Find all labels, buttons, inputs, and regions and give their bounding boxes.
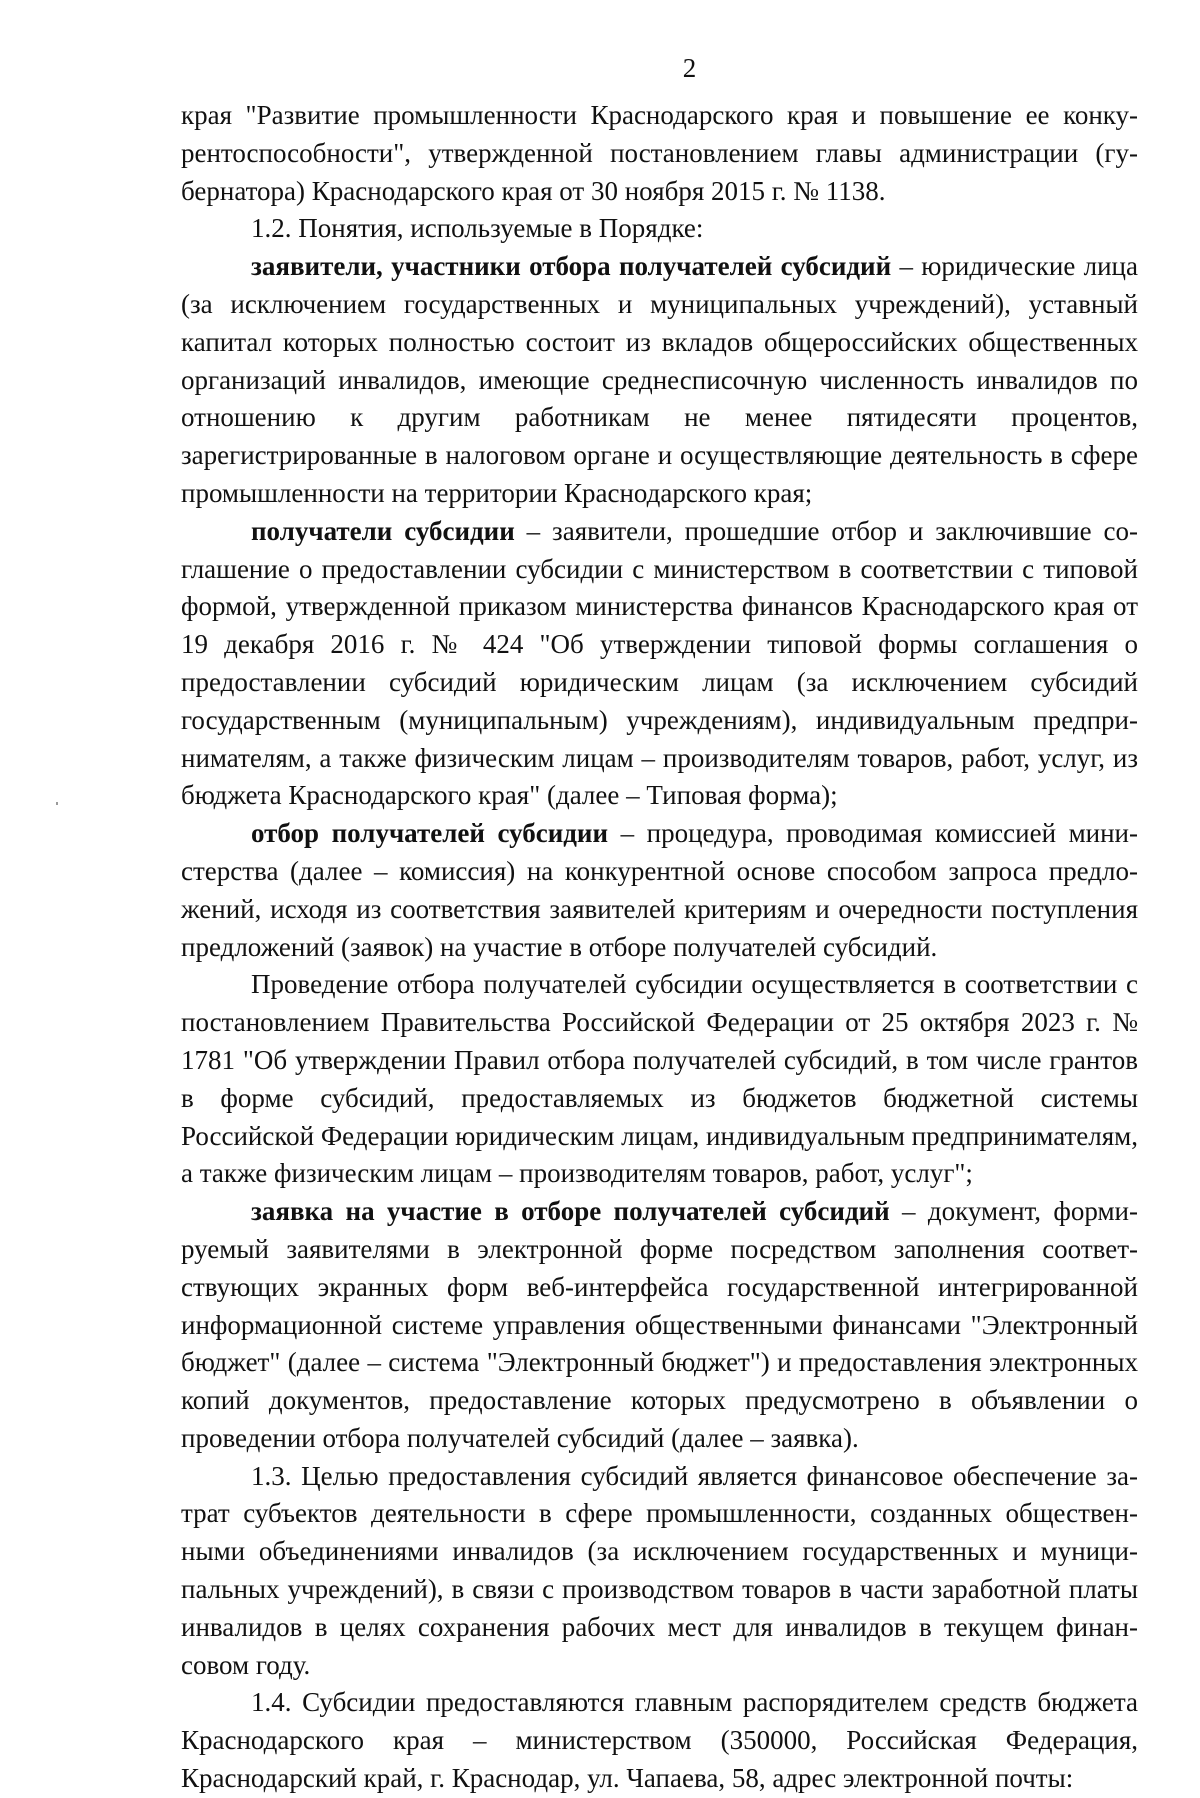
definition-recipients bbox=[181, 513, 1138, 815]
paragraph-text: края "Развитие промышленности Краснодарского края и повышение ее конкурентоспособности", утвержденной постановлением главы администрации (губернатора) Краснодарского края от 30 ноября 2015 г. № 1138. bbox=[181, 100, 1138, 206]
definition-text: – заявители, прошедшие отбор и заключившие соглашение о предоставлении субсидии с министерством в соответствии с типовой формой, утвержденной приказом министерства финансов Краснодарского края от 19 декабря 2016 г. № 424 "Об утверждении типовой формы соглашения о предоставлении субсидий юридическим лицам (за исключением субсидий государственным (муниципальным) учреждениям), индивидуальным предпринимателям, а также физическим лицам – производителям товаров, работ, услуг, из бюджета Краснодарского края" (далее – Типовая форма); bbox=[181, 515, 1138, 811]
paragraph-section-1-3 bbox=[181, 1458, 1138, 1685]
paragraph-text: Проведение отбора получателей субсидии осуществляется в соответствии с постановлением Правительства Российской Федерации от 25 октября 2023 г. № 1781 "Об утверждении Правил отбора получателей субсидий, в том числе грантов в форме субсидий, предоставляемых из бюджетов бюджетной системы Российской Федерации юридическим лицам, индивидуальным предпринимателям, а также физическим лицам – производителям товаров, работ, услуг"; bbox=[181, 969, 1138, 1189]
paragraph-program-reference bbox=[181, 97, 1138, 210]
definition-text: – документ, формируемый заявителями в электронной форме посредством заполнения соответствующих экранных форм веб-интерфейса государственной интегрированной информационной системе управления общественными финансами "Электронный бюджет" (далее – система "Электронный бюджет") и предоставления электронных копий документов, предоставление которых предусмотрено в объявлении о проведении отбора получателей субсидий (далее – заявка). bbox=[181, 1196, 1138, 1453]
page-number: 2 bbox=[682, 53, 697, 83]
definition-application bbox=[181, 1193, 1138, 1458]
paragraph-selection-procedure bbox=[181, 966, 1138, 1193]
definition-term: заявители, участники отбора получателей субсидий bbox=[251, 251, 892, 282]
paragraph-text: 1.2. Понятия, используемые в Порядке: bbox=[251, 213, 704, 244]
definition-applicants bbox=[181, 248, 1138, 513]
definition-term: отбор получателей субсидии bbox=[251, 818, 609, 849]
paragraph-section-1-2 bbox=[181, 210, 1138, 248]
definition-term: получатели субсидии bbox=[251, 515, 515, 546]
paragraph-section-1-4 bbox=[181, 1684, 1138, 1797]
definition-text: – процедура, проводимая комиссией министерства (далее – комиссия) на конкурентной основе способом запроса предложений, исходя из соответствия заявителей критериям и очередности поступления предложений (заявок) на участие в отборе получателей субсидий. bbox=[181, 818, 1139, 962]
definition-selection bbox=[181, 815, 1138, 966]
scan-artifact bbox=[56, 802, 58, 805]
paragraph-text: 1.3. Целью предоставления субсидий является финансовое обеспечение затрат субъектов деятельности в сфере промышленности, созданных общественными объединениями инвалидов (за исключением государственных и муниципальных учреждений), в связи с производством товаров в части заработной платы инвалидов в целях сохранения рабочих мест для инвалидов в текущем финансовом году. bbox=[181, 1460, 1138, 1680]
paragraph-text: 1.4. Субсидии предоставляются главным распорядителем средств бюджета Краснодарского края – министерством (350000, Российская Федерация, Краснодарский край, г. Краснодар, ул. Чапаева, 58, адрес электронной почты: bbox=[181, 1687, 1138, 1794]
definition-term: заявка на участие в отборе получателей субсидий bbox=[251, 1196, 890, 1227]
definition-text: – юридические лица (за исключением государственных и муниципальных учреждений), уставный капитал которых полностью состоит из вкладов общероссийских общественных организаций инвалидов, имеющие среднесписочную численность инвалидов по отношению к другим работникам не менее пятидесяти процентов, зарегистрированные в налоговом органе и осуществляющие деятельность в сфере промышленности на территории Краснодарского края; bbox=[181, 251, 1138, 508]
